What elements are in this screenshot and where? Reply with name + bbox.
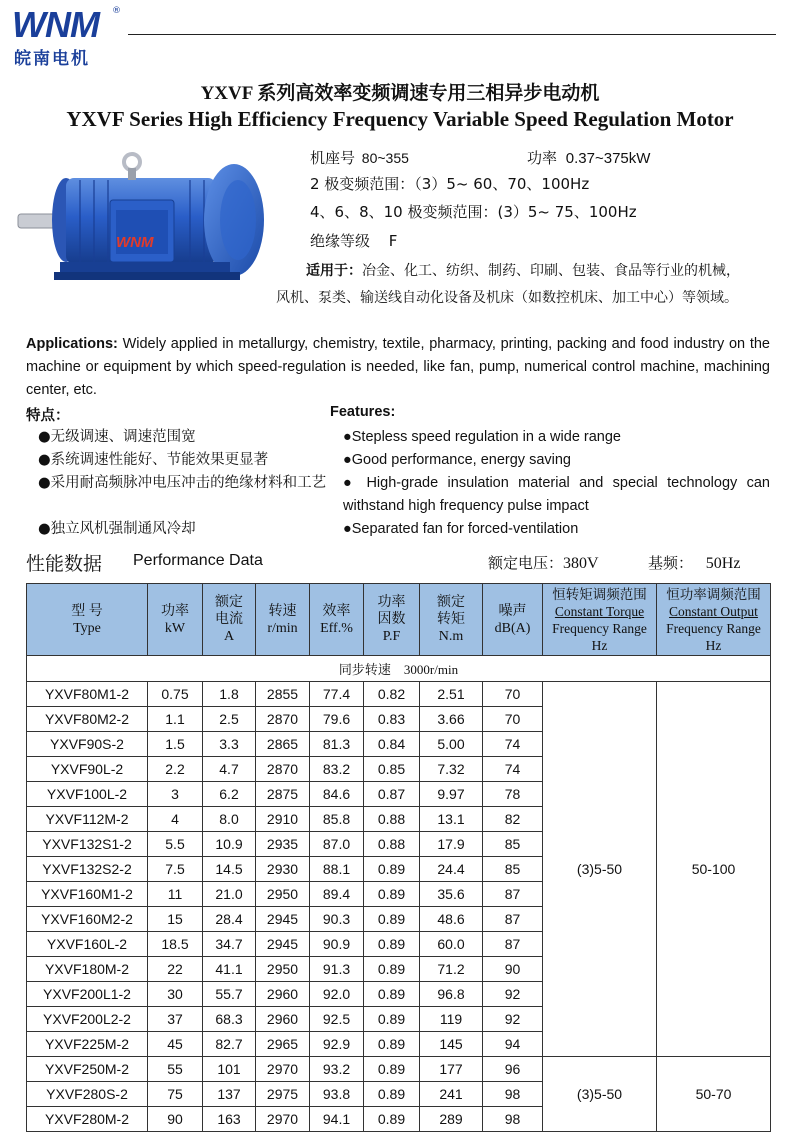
multi-pole-range: 4、6、8、10 极变频范围：(3）5~ 75、100Hz bbox=[310, 203, 637, 221]
cell-power: 75 bbox=[148, 1082, 203, 1107]
feature-en-1: ●Stepless speed regulation in a wide range bbox=[343, 429, 621, 445]
cell-power: 3 bbox=[148, 782, 203, 807]
cell-speed: 2975 bbox=[256, 1082, 310, 1107]
cell-type: YXVF180M-2 bbox=[27, 957, 148, 982]
cell-efficiency: 89.4 bbox=[310, 882, 364, 907]
cell-power-factor: 0.83 bbox=[364, 707, 420, 732]
cell-power-factor: 0.89 bbox=[364, 1032, 420, 1057]
cell-power-factor: 0.89 bbox=[364, 1007, 420, 1032]
cell-type: YXVF160L-2 bbox=[27, 932, 148, 957]
base-frequency-label: 基频： bbox=[648, 554, 694, 572]
cell-type: YXVF80M2-2 bbox=[27, 707, 148, 732]
cell-current: 28.4 bbox=[203, 907, 256, 932]
cell-noise: 92 bbox=[483, 982, 543, 1007]
cell-power-factor: 0.88 bbox=[364, 832, 420, 857]
cell-noise: 85 bbox=[483, 832, 543, 857]
feature-cn-2: ●系统调速性能好、节能效果更显著 bbox=[38, 452, 269, 468]
cell-type: YXVF280M-2 bbox=[27, 1107, 148, 1132]
application-cn-line1 bbox=[306, 260, 740, 280]
cell-power-factor: 0.89 bbox=[364, 857, 420, 882]
base-frequency bbox=[648, 552, 740, 573]
cell-current: 34.7 bbox=[203, 932, 256, 957]
cell-speed: 2970 bbox=[256, 1057, 310, 1082]
frame-range bbox=[310, 147, 409, 168]
rated-voltage bbox=[488, 552, 599, 573]
cell-type: YXVF200L1-2 bbox=[27, 982, 148, 1007]
cell-power: 22 bbox=[148, 957, 203, 982]
cell-power-factor: 0.89 bbox=[364, 882, 420, 907]
cell-power-factor: 0.88 bbox=[364, 807, 420, 832]
brand-logo bbox=[8, 4, 128, 69]
cell-speed: 2965 bbox=[256, 1032, 310, 1057]
power-range bbox=[527, 147, 650, 168]
cell-torque: 96.8 bbox=[420, 982, 483, 1007]
cell-constant-torque-range: (3)5-50 bbox=[543, 682, 657, 1057]
cell-noise: 82 bbox=[483, 807, 543, 832]
application-cn-line2: 风机、泵类、输送线自动化设备及机床（如数控机床、加工中心）等领域。 bbox=[276, 290, 738, 306]
col-efficiency: 效率 Eff.% bbox=[310, 584, 364, 656]
power-label: 功率 bbox=[527, 149, 558, 167]
cell-power: 4 bbox=[148, 807, 203, 832]
feature-cn-1: ●无级调速、调速范围宽 bbox=[38, 429, 196, 445]
cell-noise: 74 bbox=[483, 732, 543, 757]
cell-current: 3.3 bbox=[203, 732, 256, 757]
cell-constant-output-range: 50-100 bbox=[657, 682, 771, 1057]
cell-efficiency: 79.6 bbox=[310, 707, 364, 732]
insulation-class bbox=[310, 230, 397, 251]
cell-power-factor: 0.82 bbox=[364, 682, 420, 707]
cell-power: 15 bbox=[148, 907, 203, 932]
applications-label: Applications: bbox=[26, 336, 118, 352]
cell-torque: 24.4 bbox=[420, 857, 483, 882]
cell-speed: 2875 bbox=[256, 782, 310, 807]
cell-efficiency: 93.8 bbox=[310, 1082, 364, 1107]
cell-speed: 2870 bbox=[256, 757, 310, 782]
cell-speed: 2930 bbox=[256, 857, 310, 882]
cell-power: 2.2 bbox=[148, 757, 203, 782]
cell-power-factor: 0.89 bbox=[364, 932, 420, 957]
page-title-en: YXVF Series High Efficiency Frequency Variable Speed Regulation Motor bbox=[66, 107, 734, 131]
performance-title-en: Performance Data bbox=[133, 552, 263, 569]
cell-type: YXVF90L-2 bbox=[27, 757, 148, 782]
col-noise: 噪声 dB(A) bbox=[483, 584, 543, 656]
cell-efficiency: 81.3 bbox=[310, 732, 364, 757]
cell-speed: 2910 bbox=[256, 807, 310, 832]
cell-current: 163 bbox=[203, 1107, 256, 1132]
feature-en-3: ● High-grade insulation material and special technology can withstand high frequency pulse impact bbox=[343, 475, 770, 514]
cell-noise: 96 bbox=[483, 1057, 543, 1082]
cell-current: 21.0 bbox=[203, 882, 256, 907]
cell-torque: 177 bbox=[420, 1057, 483, 1082]
cell-efficiency: 87.0 bbox=[310, 832, 364, 857]
cell-efficiency: 92.9 bbox=[310, 1032, 364, 1057]
cell-efficiency: 85.8 bbox=[310, 807, 364, 832]
cell-torque: 119 bbox=[420, 1007, 483, 1032]
cell-current: 2.5 bbox=[203, 707, 256, 732]
col-torque: 额定 转矩 N.m bbox=[420, 584, 483, 656]
cell-power: 11 bbox=[148, 882, 203, 907]
applications-text: Widely applied in metallurgy, chemistry, textile, pharmacy, printing, packing and food industry on the machine or equipment by which speed-regulation is needed, like fan, pump, numerical control machine, machining center, etc. bbox=[26, 336, 770, 398]
cell-type: YXVF90S-2 bbox=[27, 732, 148, 757]
cell-current: 41.1 bbox=[203, 957, 256, 982]
cell-efficiency: 90.9 bbox=[310, 932, 364, 957]
cell-current: 82.7 bbox=[203, 1032, 256, 1057]
cell-type: YXVF250M-2 bbox=[27, 1057, 148, 1082]
apply-text-1: 冶金、化工、纺织、制药、印刷、包装、食品等行业的机械， bbox=[362, 263, 740, 279]
cell-power-factor: 0.89 bbox=[364, 1057, 420, 1082]
power-value: 0.37~375kW bbox=[565, 150, 651, 167]
insulation-label: 绝缘等级 bbox=[310, 232, 371, 250]
cell-torque: 35.6 bbox=[420, 882, 483, 907]
cell-efficiency: 83.2 bbox=[310, 757, 364, 782]
applications-paragraph bbox=[26, 333, 770, 402]
col-type: 型 号 Type bbox=[27, 584, 148, 656]
cell-torque: 289 bbox=[420, 1107, 483, 1132]
apply-label: 适用于： bbox=[306, 263, 362, 279]
cell-speed: 2935 bbox=[256, 832, 310, 857]
cell-type: YXVF132S2-2 bbox=[27, 857, 148, 882]
cell-current: 8.0 bbox=[203, 807, 256, 832]
cell-efficiency: 91.3 bbox=[310, 957, 364, 982]
cell-speed: 2945 bbox=[256, 932, 310, 957]
cell-type: YXVF200L2-2 bbox=[27, 1007, 148, 1032]
cell-torque: 9.97 bbox=[420, 782, 483, 807]
table-row bbox=[27, 682, 771, 707]
logo-mark: WNM bbox=[12, 4, 99, 45]
frame-value: 80~355 bbox=[361, 150, 409, 166]
col-constant-torque: 恒转矩调频范围 Constant Torque Frequency Range Hz bbox=[543, 584, 657, 656]
cell-noise: 87 bbox=[483, 882, 543, 907]
cell-efficiency: 92.5 bbox=[310, 1007, 364, 1032]
cell-noise: 90 bbox=[483, 957, 543, 982]
cell-speed: 2950 bbox=[256, 957, 310, 982]
cell-noise: 94 bbox=[483, 1032, 543, 1057]
cell-efficiency: 84.6 bbox=[310, 782, 364, 807]
cell-efficiency: 92.0 bbox=[310, 982, 364, 1007]
cell-current: 1.8 bbox=[203, 682, 256, 707]
cell-power: 30 bbox=[148, 982, 203, 1007]
motor-nameplate: WNM bbox=[116, 234, 154, 251]
cell-type: YXVF160M2-2 bbox=[27, 907, 148, 932]
cell-speed: 2950 bbox=[256, 882, 310, 907]
cell-power-factor: 0.89 bbox=[364, 1082, 420, 1107]
feature-cn-3: ●采用耐高频脉冲电压冲击的绝缘材料和工艺 bbox=[38, 475, 327, 491]
table-row bbox=[27, 1057, 771, 1082]
cell-torque: 13.1 bbox=[420, 807, 483, 832]
cell-type: YXVF132S1-2 bbox=[27, 832, 148, 857]
cell-power-factor: 0.85 bbox=[364, 757, 420, 782]
cell-power-factor: 0.89 bbox=[364, 982, 420, 1007]
cell-speed: 2960 bbox=[256, 1007, 310, 1032]
cell-type: YXVF100L-2 bbox=[27, 782, 148, 807]
cell-type: YXVF160M1-2 bbox=[27, 882, 148, 907]
col-current: 额定 电流 A bbox=[203, 584, 256, 656]
sync-speed-label: 同步转速 3000r/min bbox=[27, 656, 771, 682]
cell-type: YXVF225M-2 bbox=[27, 1032, 148, 1057]
cell-efficiency: 90.3 bbox=[310, 907, 364, 932]
cell-torque: 7.32 bbox=[420, 757, 483, 782]
cell-efficiency: 88.1 bbox=[310, 857, 364, 882]
cell-torque: 241 bbox=[420, 1082, 483, 1107]
cell-torque: 2.51 bbox=[420, 682, 483, 707]
cell-power: 5.5 bbox=[148, 832, 203, 857]
cell-torque: 48.6 bbox=[420, 907, 483, 932]
cell-power: 0.75 bbox=[148, 682, 203, 707]
cell-noise: 78 bbox=[483, 782, 543, 807]
feature-en-2: ●Good performance, energy saving bbox=[343, 452, 571, 468]
cell-speed: 2970 bbox=[256, 1107, 310, 1132]
cell-constant-torque-range: (3)5-50 bbox=[543, 1057, 657, 1132]
cell-current: 6.2 bbox=[203, 782, 256, 807]
feature-cn-4: ●独立风机强制通风冷却 bbox=[38, 521, 196, 537]
performance-title-cn: 性能数据 bbox=[26, 553, 103, 575]
brand-name-cn: 皖南电机 bbox=[14, 49, 90, 69]
cell-type: YXVF280S-2 bbox=[27, 1082, 148, 1107]
cell-efficiency: 94.1 bbox=[310, 1107, 364, 1132]
cell-type: YXVF80M1-2 bbox=[27, 682, 148, 707]
cell-noise: 98 bbox=[483, 1082, 543, 1107]
cell-power: 55 bbox=[148, 1057, 203, 1082]
cell-speed: 2865 bbox=[256, 732, 310, 757]
cell-noise: 70 bbox=[483, 707, 543, 732]
cell-power: 37 bbox=[148, 1007, 203, 1032]
base-frequency-value: 50Hz bbox=[705, 555, 741, 572]
cell-constant-output-range: 50-70 bbox=[657, 1057, 771, 1132]
cell-torque: 5.00 bbox=[420, 732, 483, 757]
cell-noise: 87 bbox=[483, 932, 543, 957]
cell-power: 18.5 bbox=[148, 932, 203, 957]
feature-en-4: ●Separated fan for forced-ventilation bbox=[343, 521, 579, 537]
cell-power-factor: 0.89 bbox=[364, 1107, 420, 1132]
cell-power-factor: 0.84 bbox=[364, 732, 420, 757]
cell-power: 90 bbox=[148, 1107, 203, 1132]
cell-noise: 87 bbox=[483, 907, 543, 932]
sync-speed-row bbox=[27, 656, 771, 682]
two-pole-range: 2 极变频范围：（3）5~ 60、70、100Hz bbox=[310, 175, 590, 193]
cell-current: 4.7 bbox=[203, 757, 256, 782]
cell-efficiency: 93.2 bbox=[310, 1057, 364, 1082]
cell-power: 45 bbox=[148, 1032, 203, 1057]
cell-torque: 145 bbox=[420, 1032, 483, 1057]
cell-current: 55.7 bbox=[203, 982, 256, 1007]
performance-table bbox=[26, 583, 771, 1132]
cell-speed: 2945 bbox=[256, 907, 310, 932]
motor-image bbox=[14, 140, 269, 300]
features-heading-cn: 特点： bbox=[26, 408, 70, 424]
cell-noise: 85 bbox=[483, 857, 543, 882]
cell-noise: 92 bbox=[483, 1007, 543, 1032]
insulation-value: F bbox=[388, 232, 398, 250]
rated-voltage-value: 380V bbox=[563, 555, 599, 572]
cell-power-factor: 0.89 bbox=[364, 957, 420, 982]
cell-power: 7.5 bbox=[148, 857, 203, 882]
col-speed: 转速 r/min bbox=[256, 584, 310, 656]
cell-current: 101 bbox=[203, 1057, 256, 1082]
col-power: 功率 kW bbox=[148, 584, 203, 656]
col-power-factor: 功率 因数 P.F bbox=[364, 584, 420, 656]
cell-speed: 2855 bbox=[256, 682, 310, 707]
header-rule bbox=[128, 34, 776, 35]
table-header-row bbox=[27, 584, 771, 656]
cell-power: 1.1 bbox=[148, 707, 203, 732]
registered-mark: ® bbox=[112, 6, 121, 16]
frame-label: 机座号 bbox=[310, 149, 356, 167]
cell-speed: 2870 bbox=[256, 707, 310, 732]
cell-power: 1.5 bbox=[148, 732, 203, 757]
col-constant-output: 恒功率调频范围 Constant Output Frequency Range Hz bbox=[657, 584, 771, 656]
cell-current: 137 bbox=[203, 1082, 256, 1107]
cell-power-factor: 0.89 bbox=[364, 907, 420, 932]
cell-torque: 3.66 bbox=[420, 707, 483, 732]
cell-torque: 60.0 bbox=[420, 932, 483, 957]
cell-speed: 2960 bbox=[256, 982, 310, 1007]
cell-noise: 70 bbox=[483, 682, 543, 707]
cell-noise: 74 bbox=[483, 757, 543, 782]
cell-torque: 17.9 bbox=[420, 832, 483, 857]
cell-torque: 71.2 bbox=[420, 957, 483, 982]
cell-type: YXVF112M-2 bbox=[27, 807, 148, 832]
rated-voltage-label: 额定电压： bbox=[488, 554, 564, 572]
cell-power-factor: 0.87 bbox=[364, 782, 420, 807]
page-title-cn: YXVF 系列高效率变频调速专用三相异步电动机 bbox=[200, 83, 600, 104]
cell-efficiency: 77.4 bbox=[310, 682, 364, 707]
cell-current: 68.3 bbox=[203, 1007, 256, 1032]
features-heading-en: Features: bbox=[330, 404, 396, 420]
cell-current: 10.9 bbox=[203, 832, 256, 857]
cell-current: 14.5 bbox=[203, 857, 256, 882]
cell-noise: 98 bbox=[483, 1107, 543, 1132]
